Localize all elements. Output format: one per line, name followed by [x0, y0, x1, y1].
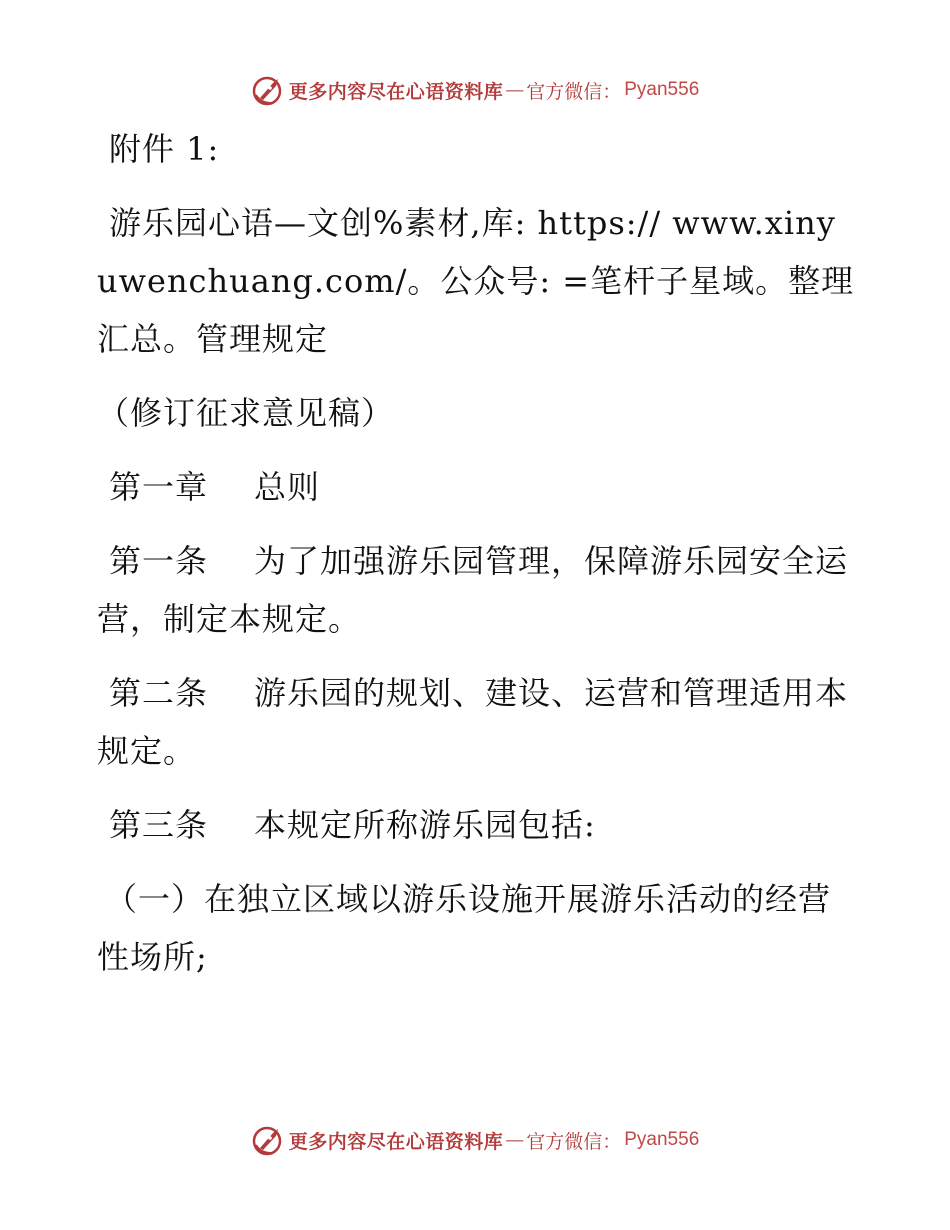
- watermark-wechat-label: 官方微信：: [526, 1130, 622, 1153]
- watermark-header: [0, 70, 950, 110]
- article-text: 为了加强游乐园管理，保障游乐园安全运营，制定本规定。: [97, 542, 849, 638]
- article-text: 游乐园的规划、建设、运营和管理适用本规定。: [97, 674, 849, 770]
- article-number: 第二条: [109, 674, 209, 712]
- watermark-brand: 更多内容尽在心语资料库: [288, 80, 504, 103]
- watermark-wechat-id: Pyan556: [624, 79, 700, 100]
- article-text: 本规定所称游乐园包括:: [254, 806, 596, 844]
- article-2: [97, 664, 857, 780]
- watermark-wechat-label: 官方微信：: [526, 80, 622, 103]
- document-body: [97, 120, 857, 1002]
- pen-nib-logo-icon: [251, 1123, 285, 1157]
- clause-1: （一）在独立区域以游乐设施开展游乐活动的经营性场所;: [97, 880, 832, 976]
- watermark-footer: [0, 1120, 950, 1160]
- watermark-dash: —: [505, 79, 525, 101]
- article-number: 第三条: [109, 806, 209, 844]
- chapter-heading: [97, 458, 857, 516]
- watermark-brand: 更多内容尽在心语资料库: [288, 1130, 504, 1153]
- watermark-dash: —: [505, 1129, 525, 1151]
- document-subtitle: （修订征求意见稿）: [97, 394, 395, 432]
- article-number: 第一条: [109, 542, 209, 580]
- article-3: [97, 796, 857, 854]
- attachment-label: 附件 1:: [109, 130, 220, 168]
- chapter-name: 总则: [254, 468, 321, 506]
- article-1: [97, 532, 857, 648]
- pen-nib-logo-icon: [251, 73, 285, 107]
- watermark-wechat-id: Pyan556: [624, 1129, 700, 1150]
- document-title: 游乐园心语—文创%素材,库: https:// www.xinyuwenchuang.com/。公众号: =笔杆子星域。整理汇总。管理规定: [97, 204, 855, 358]
- chapter-number: 第一章: [109, 468, 209, 506]
